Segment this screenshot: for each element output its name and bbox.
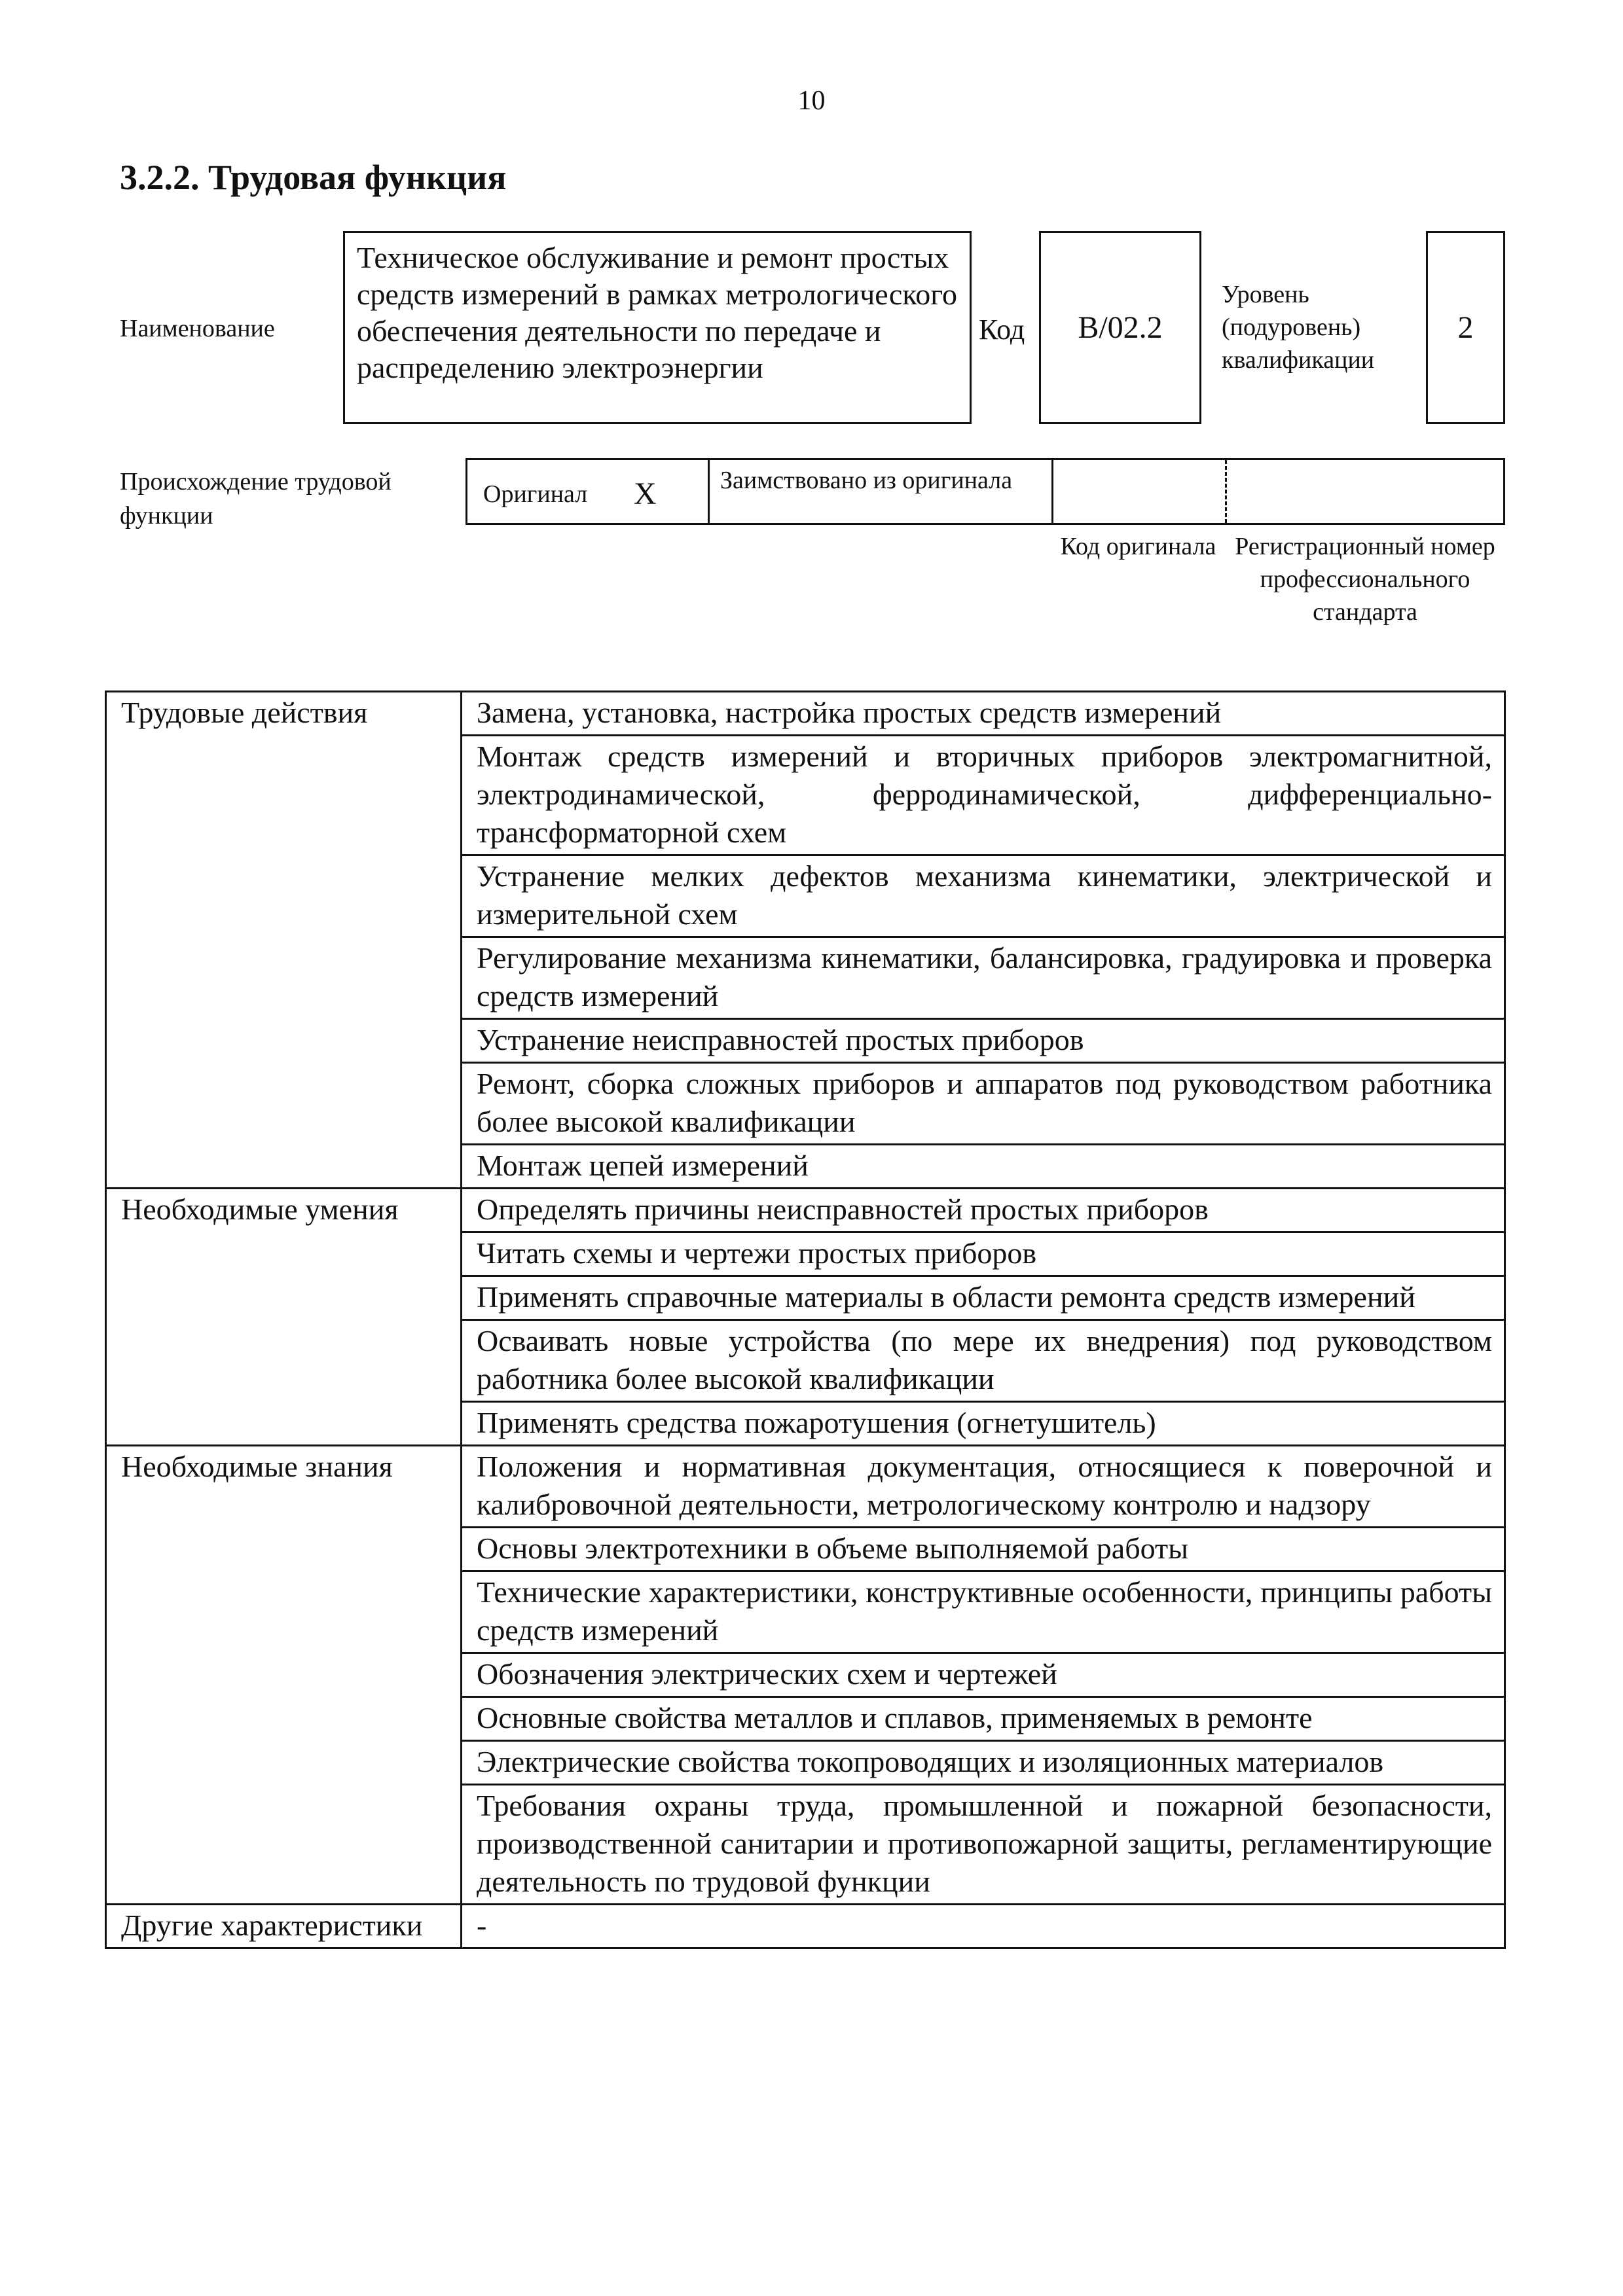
section-title: 3.2.2. Трудовая функция (120, 158, 507, 197)
origin-borrowed-cell (710, 460, 1053, 523)
code-label: Код (979, 314, 1025, 346)
item-cell: Основы электротехники в объеме выполняемой работы (462, 1528, 1505, 1571)
qualification-level-value: 2 (1457, 310, 1474, 345)
qualification-level-box (1426, 231, 1505, 424)
item-cell: Электрические свойства токопроводящих и изоляционных материалов (462, 1741, 1505, 1785)
function-details-body (106, 692, 1505, 1948)
name-label: Наименование (120, 315, 275, 342)
borrowed-label: Заимствовано из оригинала (720, 467, 1013, 494)
item-cell: Положения и нормативная документация, относящиеся к поверочной и калибровочной деятельности, метрологическому контролю и надзору (462, 1446, 1505, 1528)
item-cell: Требования охраны труда, промышленной и пожарной безопасности, производственной санитарии и противопожарной защиты, регламентирующие деятельность по трудовой функции (462, 1785, 1505, 1905)
item-cell: Монтаж средств измерений и вторичных приборов электромагнитной, электродинамической, ферродинамической, дифференциально-трансформаторной схем (462, 736, 1505, 855)
origin-original-cell (467, 460, 710, 523)
item-cell: Применять средства пожаротушения (огнетушитель) (462, 1402, 1505, 1446)
item-cell: Технические характеристики, конструктивные особенности, принципы работы средств измерений (462, 1571, 1505, 1653)
table-row (106, 1446, 1505, 1528)
table-row (106, 1189, 1505, 1232)
registration-number-caption: Регистрационный номер профессионального стандарта (1235, 533, 1495, 626)
table-row (106, 692, 1505, 736)
origin-code-cell (1053, 460, 1227, 523)
item-cell: Основные свойства металлов и сплавов, применяемых в ремонте (462, 1697, 1505, 1741)
item-cell: Замена, установка, настройка простых средств измерений (462, 692, 1505, 736)
original-code-caption: Код оригинала (1060, 533, 1216, 560)
category-cell: Необходимые умения (106, 1189, 462, 1446)
item-cell: Регулирование механизма кинематики, балансировка, градуировка и проверка средств измерений (462, 937, 1505, 1019)
qualification-level-label: Уровень (подуровень) квалификации (1222, 281, 1375, 374)
item-cell: Определять причины неисправностей простых приборов (462, 1189, 1505, 1232)
item-cell: Применять справочные материалы в области ремонта средств измерений (462, 1276, 1505, 1320)
page-number: 10 (797, 86, 826, 116)
code-box (1039, 231, 1201, 424)
item-cell: Ремонт, сборка сложных приборов и аппаратов под руководством работника более высокой квалификации (462, 1063, 1505, 1145)
code-value: B/02.2 (1078, 310, 1163, 345)
original-mark: X (634, 476, 657, 511)
function-details-table (105, 691, 1506, 1949)
function-name-box (343, 231, 972, 424)
item-cell: Монтаж цепей измерений (462, 1145, 1505, 1189)
origin-row (465, 458, 1505, 525)
table-row (106, 1905, 1505, 1948)
function-name-value: Техническое обслуживание и ремонт простых средств измерений в рамках метрологического обеспечения деятельности по передаче и распределению электроэнергии (357, 241, 957, 384)
origin-reg-number-cell (1227, 460, 1507, 523)
item-cell: Читать схемы и чертежи простых приборов (462, 1232, 1505, 1276)
item-cell: Устранение мелких дефектов механизма кинематики, электрической и измерительной схем (462, 855, 1505, 937)
item-cell: Устранение неисправностей простых приборов (462, 1019, 1505, 1063)
item-cell: Обозначения электрических схем и чертежей (462, 1653, 1505, 1697)
origin-label: Происхождение трудовой функции (120, 468, 392, 529)
item-cell: - (462, 1905, 1505, 1948)
category-cell: Другие характеристики (106, 1905, 462, 1948)
item-cell: Осваивать новые устройства (по мере их внедрения) под руководством работника более высокой квалификации (462, 1320, 1505, 1402)
category-cell: Необходимые знания (106, 1446, 462, 1905)
original-label: Оригинал (483, 480, 588, 508)
category-cell: Трудовые действия (106, 692, 462, 1189)
